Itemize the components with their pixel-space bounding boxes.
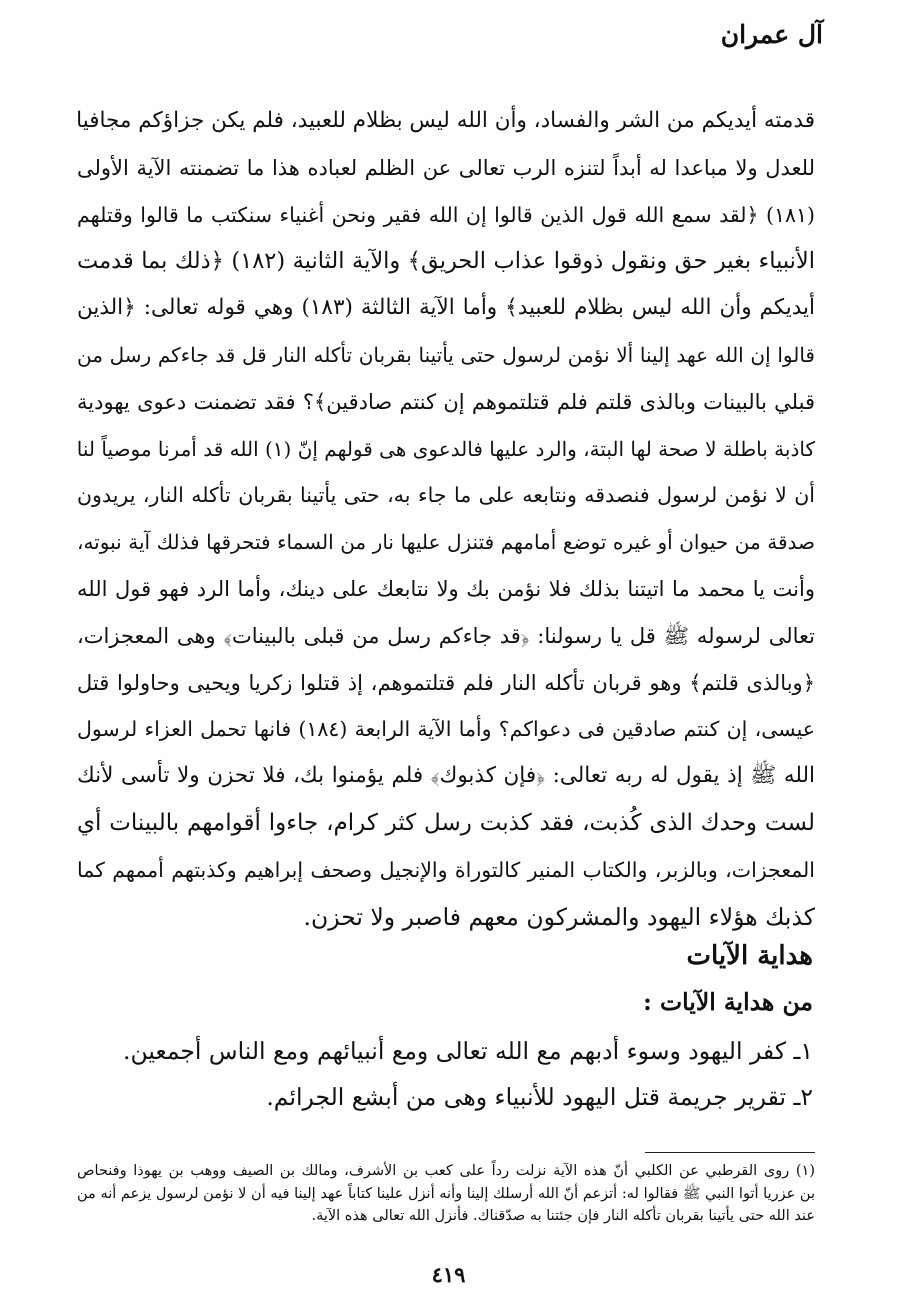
body-line: عيسى، إن كنتم صادقين فى دعواكم؟ وأما الآية الرابعة (١٨٤) فانها تحمل العزاء لرسول — [77, 717, 815, 742]
body-line: قبلي بالبينات وبالذى قلتم فلم قتلتموهم إن كنتم صادقين﴾؟ فقد تضمنت دعوى يهودية — [77, 389, 815, 414]
body-line: ﴿وبالذى قلتم﴾ وهو قربان تأكله النار فلم قتلتموهم، إذ قتلوا زكريا ويحيى وحاولوا قتل — [77, 670, 815, 695]
lesson-item: ١ـ كفر اليهود وسوء أدبهم مع الله تعالى ومع أنبيائهم ومع الناس أجمعين. — [123, 1037, 813, 1065]
body-line: أن لا نؤمن لرسول فنصدقه ونتابعه على ما جاء به، حتى يأتينا بقربان تأكله النار، يريدون — [77, 483, 815, 508]
footnote-line: بن عزريا أتوا النبي ﷺ فقالوا له: أتزعم أنّ الله أرسلك إلينا وأنه أنزل علينا كتاباً عهد إلينا فيه أن لا نؤمن لرسول يزعم أنه من — [77, 1185, 815, 1202]
body-line: الله ﷺ إذ يقول له ربه تعالى: ﴿فإن كذبوك﴾ فلم يؤمنوا بك، فلا تحزن ولا تأسى لأنك — [77, 763, 815, 789]
section-subheading: من هداية الآيات : — [643, 988, 813, 1016]
body-line: كاذبة باطلة لا صحة لها البتة، والرد عليها فالدعوى هى قولهم إنّ (١) الله قد أمرنا موصياً لنا — [76, 436, 815, 461]
running-header-surah-name: آل عمران — [720, 20, 823, 49]
body-line: كذبك هؤلاء اليهود والمشركون معهم فاصبر ولا تحزن. — [303, 902, 815, 931]
footnote-line: عند الله حتى يأتينا بقربان تأكله النار فإن جئتنا به صدّقناك. فأنزل الله تعالى هذه الآية. — [311, 1208, 815, 1224]
body-line: وأنت يا محمد ما اتيتنا بذلك فلا نؤمن بك ولا نتابعك على دينك، وأما الرد فهو قول الله — [77, 576, 816, 601]
body-line: قالوا إن الله عهد إلينا ألا نؤمن لرسول حتى يأتينا بقربان تأكله النار قل قد جاءكم رسل من — [77, 342, 815, 367]
lessons-list — [73, 1028, 813, 1120]
body-line: لست وحدك الذى كُذبت، فقد كذبت رسل كثر كرام، جاءوا أقوامهم بالبينات أي — [77, 809, 815, 836]
footnote-separator — [645, 1152, 815, 1153]
section-heading: هداية الآيات — [686, 941, 813, 971]
body-line: الأنبياء بغير حق ونقول ذوقوا عذاب الحريق﴾ والآية الثانية (١٨٢) ﴿ذلك بما قدمت — [77, 248, 816, 275]
body-line: قدمته أيديكم من الشر والفساد، وأن الله ليس بظلام للعبيد، فلم يكن جزاؤكم مجافيا — [76, 108, 815, 133]
body-line: (١٨١) ﴿لقد سمع الله قول الذين قالوا إن الله فقير ونحن أغنياء سنكتب ما قالوا وقتلهم — [77, 202, 815, 227]
page-number: ٤١٩ — [431, 1262, 466, 1287]
body-line: للعدل ولا مباعدا له أبداً لتنزه الرب تعالى عن الظلم لعباده هذا ما تضمنته الآية الأولى — [77, 155, 815, 180]
body-line: صدقة من حيوان أو غيره توضع أمامهم فتنزل عليها نار من السماء فتحرقها فذلك آية نبوته، — [77, 530, 815, 555]
lesson-item: ٢ـ تقرير جريمة قتل اليهود للأنبياء وهى من أبشع الجرائم. — [266, 1083, 813, 1111]
body-line: تعالى لرسوله ﷺ قل يا رسولنا: ﴿قد جاءكم رسل من قبلى بالبينات﴾ وهى المعجزات، — [77, 623, 815, 648]
body-line: أيديكم وأن الله ليس بظلام للعبيد﴾ وأما الآية الثالثة (١٨٣) وهي قوله تعالى: ﴿الذين — [77, 295, 815, 321]
commentary-body — [77, 98, 815, 940]
footnote-line: (١) روى القرطبي عن الكلبي أنّ هذه الآية نزلت رداً على كعب بن الأشرف، ومالك بن الصيف ووهب بن يهوذا وفنحاص — [77, 1163, 815, 1179]
footnote — [77, 1160, 815, 1228]
body-line: المعجزات، وبالزبر، والكتاب المنير كالتوراة والإنجيل وصحف إبراهيم وكذبتهم أممهم كما — [77, 857, 815, 882]
